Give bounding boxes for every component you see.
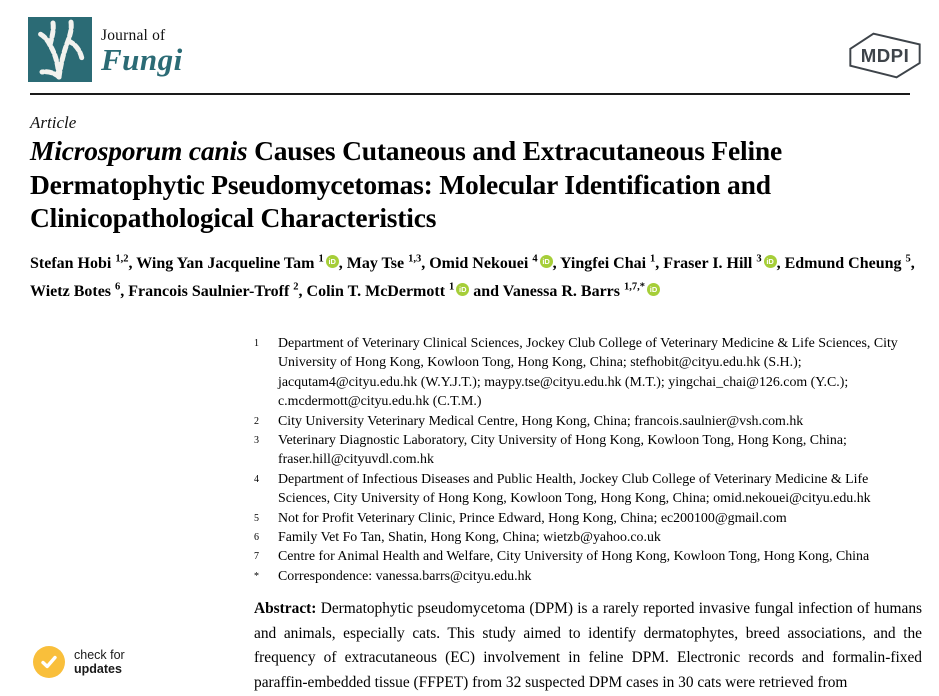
author-name: May Tse [346,255,409,272]
author-name: Wietz Botes [30,282,116,300]
affiliation-row [254,509,918,528]
affiliation-marker: 2 [254,415,259,427]
affiliation-row [254,528,918,547]
author [663,255,776,272]
title-text: Causes Cutaneous and Extracutaneous Feline Dermatophytic Pseudomycetomas: Molecular Identification and Clinicopathological Characteristics [30,135,782,233]
orcid-icon[interactable]: iD [647,283,660,296]
author [136,255,339,272]
affiliation-text: Centre for Animal Health and Welfare, City University of Hong Kong, Kowloon Tong, Hong Kong, China [278,549,870,565]
affiliation-text: Department of Veterinary Clinical Sciences, Jockey Club College of Veterinary Medicine & Life Sciences, City University of Hong Kong, Kowloon Tong, Hong Kong, China; stefhobit@cityu.edu.hk (S.H.); jacqutam4@cityu.edu.hk (W.Y.J.T.); maypy.tse@cityu.edu.hk (M.T.); yingchai_chai@126.com (Y.C.); c.mcdermott@cityu.edu.hk (C.T.M.) [278,336,898,410]
author-affiliation-superscript: 1 [449,281,455,293]
mdpi-hexagon-icon [845,30,925,81]
check-icon [33,646,65,678]
author-name: Colin T. McDermott [306,282,450,300]
fungal-hyphae-icon [28,17,92,82]
author-name: Vanessa R. Barrs [502,282,624,300]
journal-name-prefix: Journal of [101,27,166,44]
affiliation-marker: 4 [254,473,259,485]
author [429,255,552,272]
author-affiliation-superscript: 4 [532,253,538,265]
affiliation-text: City University Veterinary Medical Centre, Hong Kong, China; francois.saulnier@vsh.com.hk [278,413,804,429]
affiliation-list [254,334,918,586]
author-name: Francois Saulnier-Troff [128,282,294,300]
check-for-updates-badge[interactable] [33,646,125,678]
mdpi-logo[interactable] [845,30,925,81]
affiliation-marker: 7 [254,551,259,563]
author [307,283,470,300]
affiliation-row [254,431,918,470]
orcid-icon[interactable]: iD [326,255,339,268]
author-name: Fraser I. Hill [663,255,757,272]
abstract-text: Dermatophytic pseudomycetoma (DPM) is a rarely reported invasive fungal infection of humans and animals, especially cats. This study aimed to identify dermatophytes, breed associations, and the frequency of extracutaneous (EC) involvement in feline DPM. Electronic records and formalin-fixed paraffin-embedded tissue (FFPET) from 32 suspected DPM cases in 30 cats were retrieved from [254,600,922,692]
author-affiliation-superscript: 1,3 [408,253,422,265]
author-name: Wing Yan Jacqueline Tam [136,255,319,272]
orcid-icon[interactable]: iD [540,255,553,268]
affiliation-row [254,412,918,431]
author [560,255,655,272]
author [503,283,660,300]
affiliation-marker: 3 [254,435,259,447]
author [30,255,128,272]
affiliation-marker: 6 [254,532,259,544]
svg-text:MDPI: MDPI [860,45,910,67]
affiliation-text: Not for Profit Veterinary Clinic, Prince Edward, Hong Kong, China; ec200100@gmail.com [278,510,787,526]
affiliation-marker: 1 [254,338,259,349]
author [30,283,120,300]
author-affiliation-superscript: 1 [650,253,656,265]
affiliation-marker: * [254,570,259,582]
author-name: Yingfei Chai [559,255,651,272]
author-name: Edmund Cheung [784,255,906,272]
affiliation-text: Family Vet Fo Tan, Shatin, Hong Kong, China; wietzb@yahoo.co.uk [278,530,661,546]
affiliation-row [254,470,918,509]
author-affiliation-superscript: 1,7,* [624,281,645,293]
author [347,255,421,272]
affiliation-row [254,547,918,566]
affiliation-marker: 5 [254,512,259,524]
author-name: Stefan Hobi [30,255,116,272]
check-for-updates-label: check for updates [74,647,125,676]
author-affiliation-superscript: 6 [115,281,121,293]
affiliation-row [254,334,918,412]
journal-logo[interactable] [28,17,92,82]
article-title [30,134,918,235]
abstract [254,597,922,696]
author [785,255,911,272]
orcid-icon[interactable]: iD [764,255,777,268]
affiliation-row [254,567,918,586]
header-divider [30,93,910,95]
affiliation-text: Veterinary Diagnostic Laboratory, City University of Hong Kong, Kowloon Tong, Hong Kong, China; fraser.hill@cityuvdl.com.hk [278,433,847,468]
journal-name [101,27,183,78]
author-list: Stefan Hobi $^{1,2}$, Wing Yan Jacqueline Tam $^1$ iD , May Tse $^{1,3}$, Omid Nekouei $^4$ iD , Yingfei Chai $^1$, Fraser I. Hill $^3$ iD , Edmund Cheung $^5$, Wietz Botes $^6$, Francois Saulnier-Troff $^2$, Colin T. McDermott $^1$ iD and Vanessa R. Barrs $^{1,7,*}$ iD [30,253,915,300]
author [128,283,298,300]
author-name: Omid Nekouei [429,255,533,272]
orcid-icon[interactable]: iD [456,283,469,296]
author-affiliation-superscript: 1,2 [115,253,129,265]
affiliation-text: Correspondence: vanessa.barrs@cityu.edu.hk [278,568,532,584]
title-species-name: Microsporum canis [30,135,248,166]
journal-title: Fungi [101,42,183,77]
affiliation-text: Department of Infectious Diseases and Public Health, Jockey Club College of Veterinary Medicine & Life Sciences, City University of Hong Kong, Kowloon Tong, Hong Kong, China; omid.nekouei@cityu.edu.hk [278,471,871,507]
author-affiliation-superscript: 1 [318,253,324,265]
abstract-label: Abstract: [254,600,317,617]
article-type-label: Article [30,113,77,132]
author-affiliation-superscript: 3 [756,253,762,265]
author-affiliation-superscript: 5 [905,253,911,265]
author-affiliation-superscript: 2 [293,281,299,293]
